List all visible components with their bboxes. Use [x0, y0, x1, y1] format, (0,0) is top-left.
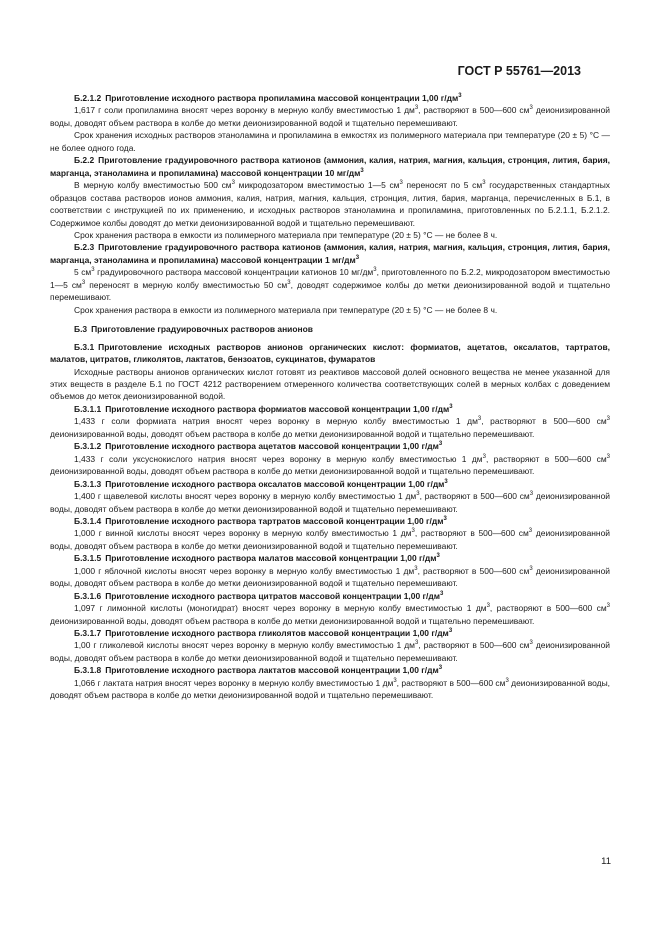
clause-title: Приготовление градуировочных растворов анионов: [91, 324, 313, 335]
body-paragraph: 1,433 г соли формиата натрия вносят через воронку в мерную колбу вместимостью 1 $дм^3$, растворяют в 500—600 $см^3$ деионизированной воды, доводят объем раствора в колбе до метки деионизированной водой и тщательно перемешивают.: [50, 416, 610, 439]
clause-number: Б.2.3: [74, 242, 95, 253]
body-paragraph: 1,00 г гликолевой кислоты вносят через воронку в мерную колбу вместимостью 1 $дм^3$, растворяют в 500—600 $см^3$ деионизированной воды, доводят объем раствора в колбе до метки деионизированной водой и тщательно перемешивают.: [50, 640, 610, 663]
clause-title: Приготовление исходного раствора малатов массовой концентрации 1,00 $г/дм^3$: [105, 553, 440, 564]
body-paragraph: 5 $см^3$ градуировочного раствора массовой концентрации катионов 10 $мг/дм^3$, приготовленного по Б.2.2, микродозатором вместимостью 1—5 $см^3$ переносят в мерную колбу вместимостью 50 $см^3$, доводят содержимое колбы до метки деионизированной водой и тщательно перемешивают.: [50, 267, 611, 303]
clause-heading: [50, 590, 610, 602]
clause-number: Б.3.1.3: [74, 478, 102, 489]
clause-title: Приготовление исходного раствора формиатов массовой концентрации 1,00 $г/дм^3$: [105, 403, 453, 414]
clause-heading: [50, 515, 610, 527]
clause-number: Б.3: [74, 324, 88, 335]
body-paragraph: 1,617 г соли пропиламина вносят через воронку в мерную колбу вместимостью 1 $дм^3$, растворяют в 500—600 $см^3$ деионизированной воды, доводят объем раствора в колбе до метки деионизированной водой и тщательно перемешивают.: [50, 105, 610, 128]
clause-title: Приготовление исходного раствора пропиламина массовой концентрации 1,00 $г/дм^3$: [105, 93, 462, 103]
clause-title: Приготовление исходных растворов анионов органических кислот: формиатов, ацетатов, оксалатов, тартратов, малатов, цитратов, гликолятов, лактатов, бензоатов, сукцинатов, фумаратов: [50, 341, 610, 365]
body-paragraph: Срок хранения раствора в емкости из полимерного материала при температуре (20 ± 5) °С — не более 8 ч.: [74, 229, 498, 240]
clause-title: Приготовление градуировочного раствора катионов (аммония, калия, натрия, магния, кальция, стронция, лития, бария, марганца, этаноламина и пропиламина) массовой концентрации 10 $мг/дм^3$: [50, 155, 610, 178]
clause-title: Приготовление градуировочного раствора катионов (аммония, калия, натрия, магния, кальция, стронция, лития, бария, марганца, этаноламина и пропиламина) массовой концентрации 1 $мг/дм^3$: [50, 242, 610, 265]
clause-heading: [50, 664, 610, 676]
clause-number: Б.3.1.8: [74, 665, 102, 676]
body-paragraph: 1,433 г соли уксуснокислого натрия вносят через воронку в мерную колбу вместимостью 1 $дм^3$, растворяют в 500—600 $см^3$ деионизированной воды, доводят объем раствора в колбе до метки деионизированной водой и тщательно перемешивают.: [50, 453, 610, 477]
clause-number: Б.3.1: [74, 341, 95, 352]
clause-heading: [50, 552, 610, 564]
clause-number: Б.3.1.1: [74, 403, 102, 414]
clause-heading: [50, 241, 610, 266]
section-heading: [50, 323, 610, 335]
clause-title: Приготовление исходного раствора цитратов массовой концентрации 1,00 $г/дм^3$: [105, 590, 444, 601]
body-paragraph: 1,066 г лактата натрия вносят через воронку в мерную колбу вместимостью 1 $дм^3$, растворяют в 500—600 $см^3$ деионизированной воды, доводят объем раствора в колбе до метки деионизированной водой и тщательно перемешивают.: [50, 677, 610, 701]
body-paragraph: 1,000 г яблочной кислоты вносят через воронку в мерную колбу вместимостью 1 $дм^3$, растворяют в 500—600 $см^3$ деионизированной воды, доводят объем раствора в колбе до метки деионизированной водой и тщательно перемешивают.: [50, 565, 610, 589]
document-body: [50, 92, 610, 702]
clause-number: Б.3.1.5: [74, 553, 102, 564]
clause-heading: [50, 440, 610, 452]
clause-heading: [50, 92, 610, 104]
clause-heading: [50, 627, 610, 639]
clause-number: Б.3.1.6: [74, 590, 102, 601]
body-paragraph: Срок хранения исходных растворов этаноламина и пропиламина в емкостях из полимерного материала при температуре (20 ± 5) °С — не более одного года.: [50, 130, 610, 153]
body-paragraph: Исходные растворы анионов органических кислот готовят из реактивов массовой долей основного вещества не менее указанной для этих веществ в разделе Б.1 по ГОСТ 4212 растворением отмеренного количества соответствующих солей в мерных колбах с доведением объемов до меток деионизированной водой.: [50, 366, 610, 402]
clause-number: Б.3.1.4: [74, 515, 102, 526]
clause-title: Приготовление исходного раствора гликолятов массовой концентрации 1,00 $г/дм^3$: [105, 628, 453, 639]
body-paragraph: 1,400 г щавелевой кислоты вносят через воронку в мерную колбу вместимостью 1 $дм^3$, растворяют в 500—600 $см^3$ деионизированной воды, доводят объем раствора в колбе до метки деионизированной водой и тщательно перемешивают.: [50, 491, 610, 514]
page-number: 11: [601, 856, 611, 867]
clause-heading: [50, 403, 610, 415]
clause-number: Б.2.1.2: [74, 93, 102, 103]
body-paragraph: 1,097 г лимонной кислоты (моногидрат) вносят через воронку в мерную колбу вместимостью 1 $дм^3$, растворяют в 500—600 $см^3$ деионизированной воды, доводят объем раствора в колбе до метки деионизированной водой и тщательно перемешивают.: [50, 603, 610, 626]
document-header: ГОСТ Р 55761—2013: [457, 64, 581, 78]
clause-title: Приготовление исходного раствора лактатов массовой концентрации 1,00 $г/дм^3$: [105, 665, 443, 676]
clause-title: Приготовление исходного раствора оксалатов массовой концентрации 1,00 $г/дм^3$: [105, 478, 448, 489]
clause-title: Приготовление исходного раствора тартратов массовой концентрации 1,00 $г/дм^3$: [105, 515, 447, 526]
clause-heading: [50, 478, 610, 490]
clause-number: Б.2.2: [74, 155, 95, 166]
clause-number: Б.3.1.2: [74, 441, 102, 452]
body-paragraph: Срок хранения раствора в емкости из полимерного материала при температуре (20 ± 5) °С — не более 8 ч.: [74, 304, 498, 315]
body-paragraph: 1,000 г винной кислоты вносят через воронку в мерную колбу вместимостью 1 $дм^3$, растворяют в 500—600 $см^3$ деионизированной воды, доводят объем раствора в колбе до метки деионизированной водой и тщательно перемешивают.: [50, 528, 610, 551]
clause-number: Б.3.1.7: [74, 628, 102, 639]
clause-heading: [50, 154, 610, 179]
clause-title: Приготовление исходного раствора ацетатов массовой концентрации 1,00 $г/дм^3$: [105, 441, 443, 452]
body-paragraph: В мерную колбу вместимостью 500 $см^3$ микродозатором вместимостью 1—5 $см^3$ переносят по 5 $см^3$ государственных стандартных образцов состава растворов ионов аммония, калия, натрия, магния, кальция, стронция, лития, бария, марганца, перечисленных в Б.1, в соответствии с инструкцией по их применению, и исходных растворов этаноламина и пропиламина, приготовленных по Б.2.1.1, Б.2.1.2. Содержимое колбы доводят до метки деионизированной водой и тщательно перемешивают.: [50, 180, 610, 228]
clause-heading: [50, 341, 610, 366]
